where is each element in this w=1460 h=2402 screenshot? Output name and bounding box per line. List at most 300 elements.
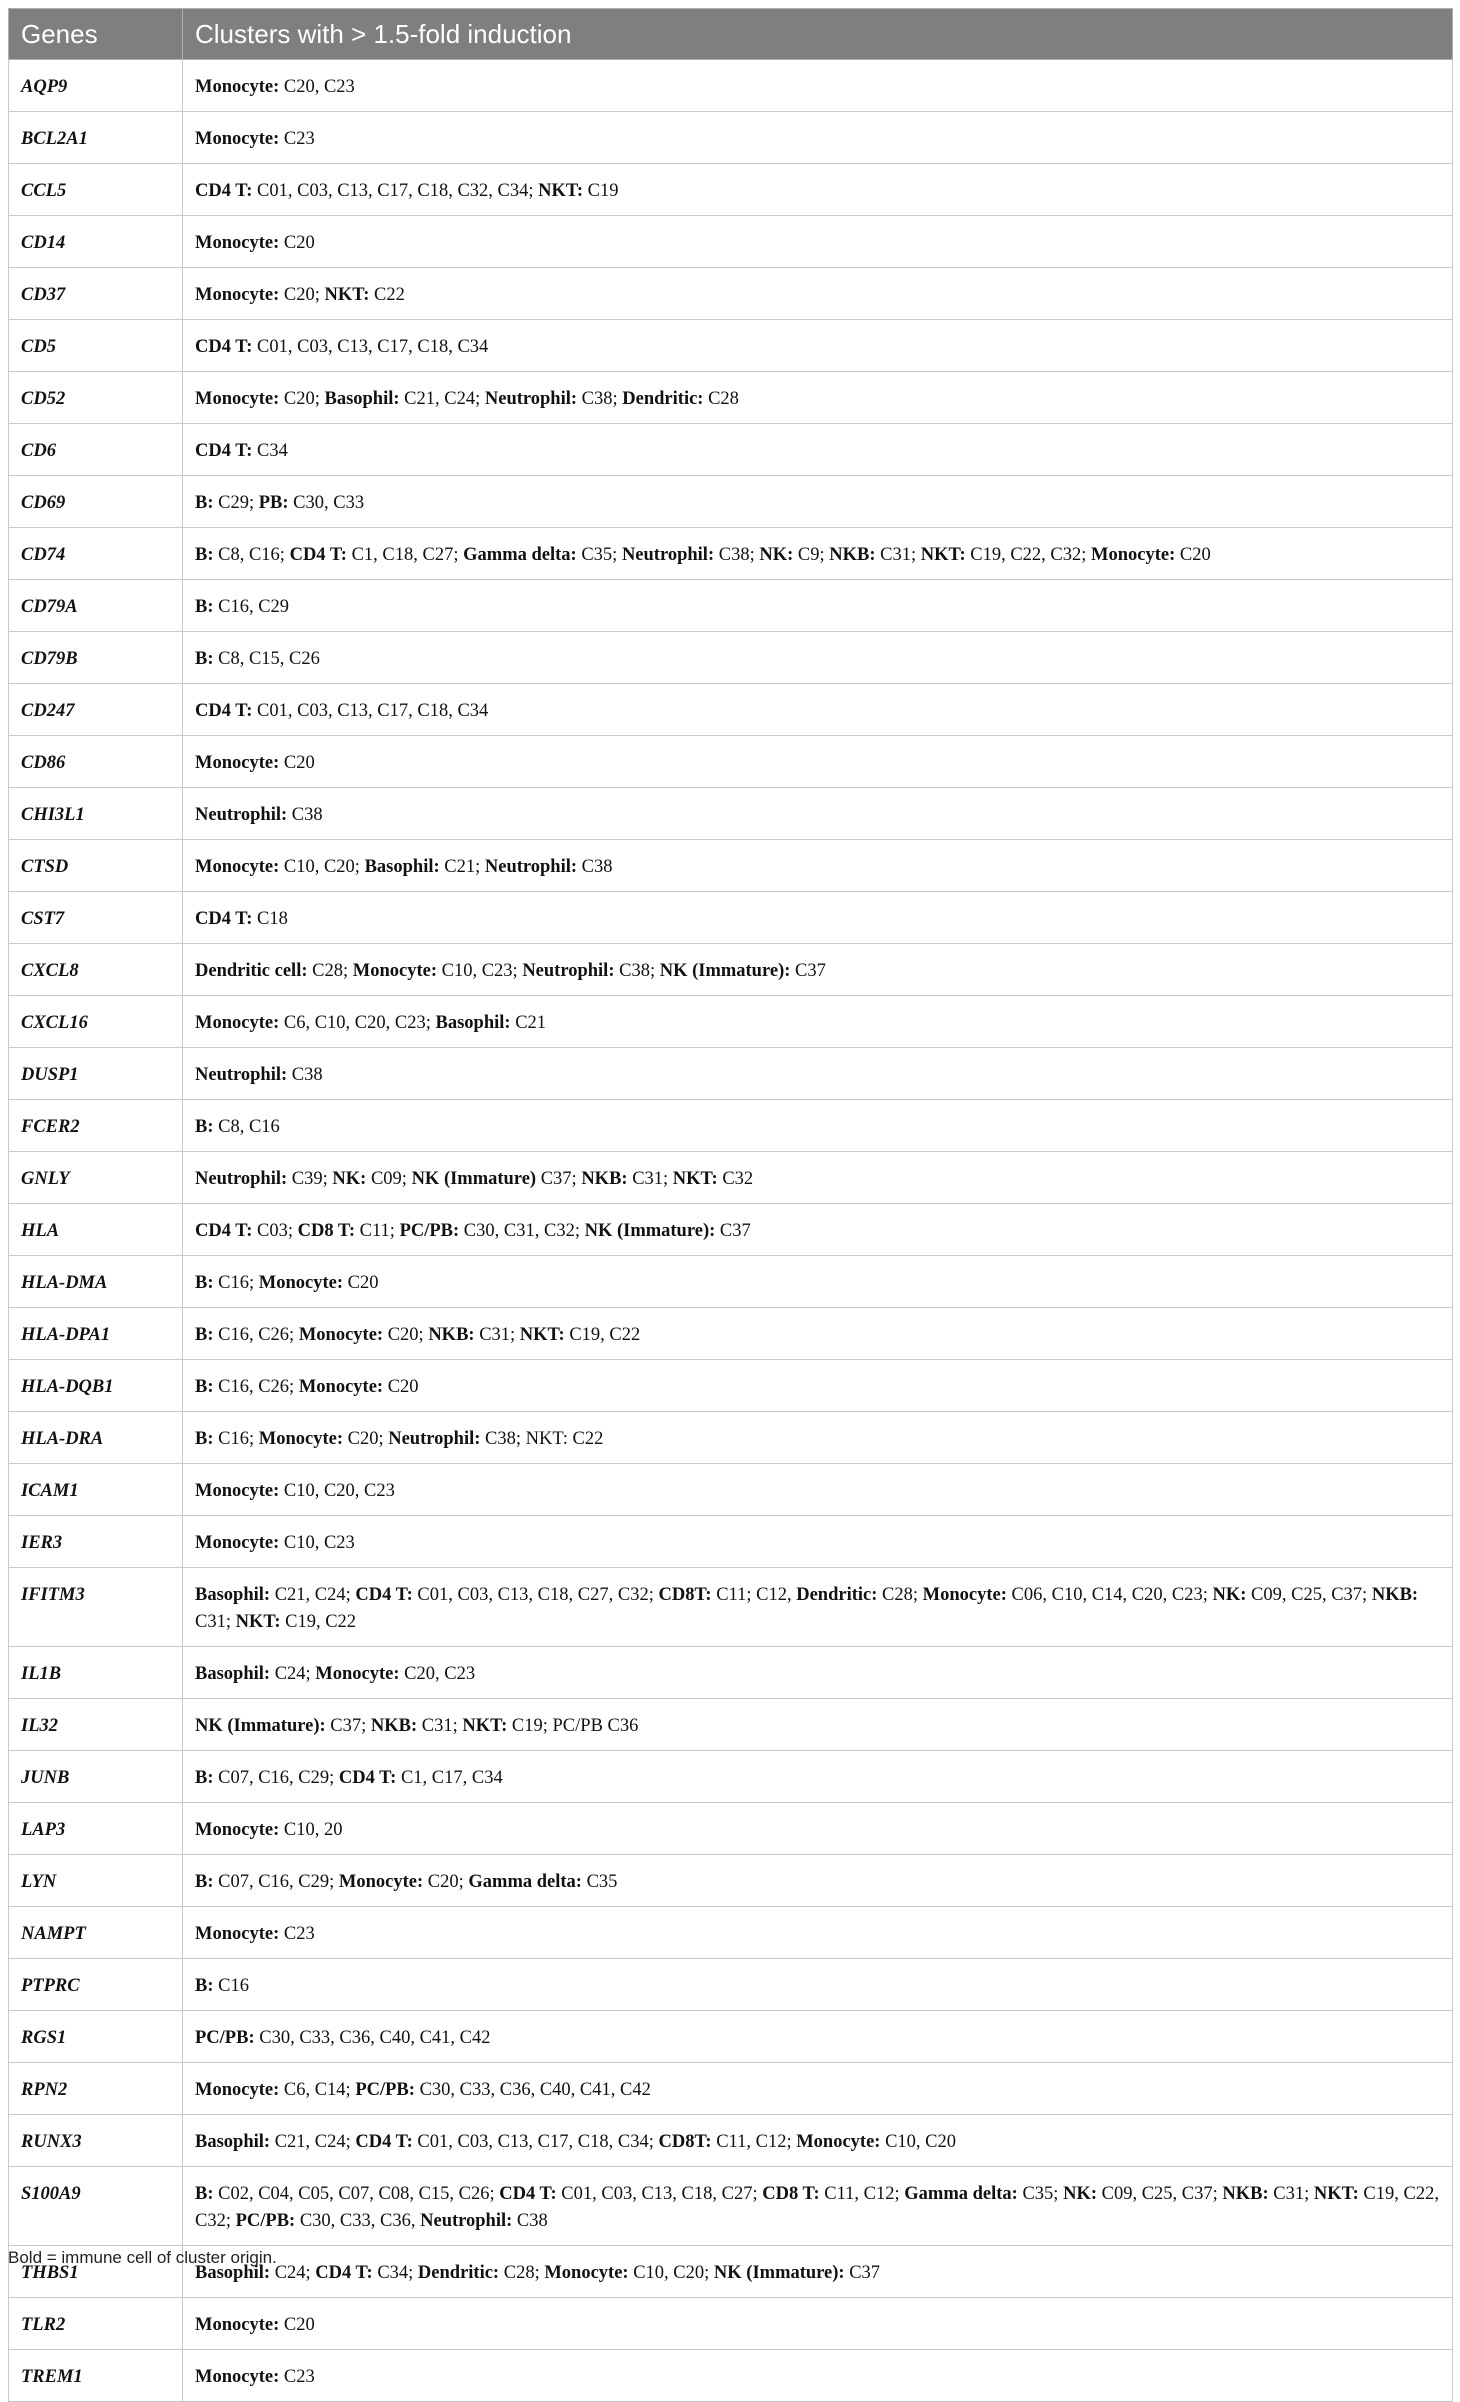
cluster-ids: C19, C22: [280, 1612, 357, 1632]
cluster-ids: C01, C03, C13, C17, C18, C34: [252, 337, 489, 357]
cluster-list: [183, 2167, 1453, 2246]
cell-type-label: Monocyte:: [195, 1013, 280, 1033]
cluster-ids: C07, C16, C29;: [213, 1872, 339, 1892]
cluster-list: [183, 112, 1453, 164]
cluster-ids: C38;: [714, 545, 760, 565]
cluster-ids: C30, C31, C32;: [459, 1221, 585, 1241]
gene-name: THBS1: [9, 2246, 183, 2298]
cluster-list: [183, 1152, 1453, 1204]
cluster-ids: C11; C12,: [711, 1585, 797, 1605]
cell-type-label: Monocyte:: [298, 1325, 384, 1345]
cluster-ids: C20;: [342, 1429, 389, 1449]
gene-name: IER3: [9, 1516, 183, 1568]
cluster-ids: C8, C15, C26: [213, 649, 320, 669]
cluster-ids: C31;: [1268, 2184, 1314, 2204]
table-row: [9, 788, 1453, 840]
gene-name: S100A9: [9, 2167, 183, 2246]
cluster-list: [183, 2063, 1453, 2115]
cluster-list: [183, 216, 1453, 268]
table-row: [9, 372, 1453, 424]
cluster-ids: C21, C24;: [399, 389, 485, 409]
gene-name: CTSD: [9, 840, 183, 892]
cell-type-label: B:: [195, 1976, 214, 1996]
table-row: [9, 840, 1453, 892]
cell-type-label: B:: [195, 597, 214, 617]
cell-type-label: B:: [195, 1117, 214, 1137]
cluster-ids: C01, C03, C13, C18, C27, C32;: [412, 1585, 659, 1605]
table-row: [9, 892, 1453, 944]
cluster-list: [183, 1204, 1453, 1256]
cell-type-label: CD4 T:: [195, 337, 253, 357]
cluster-ids: C1, C18, C27;: [346, 545, 464, 565]
table-row: [9, 632, 1453, 684]
gene-name: IFITM3: [9, 1568, 183, 1647]
table-row: [9, 1855, 1453, 1907]
cluster-list: [183, 1699, 1453, 1751]
cell-type-label: NKT:: [324, 285, 370, 305]
cell-type-label: Monocyte:: [195, 233, 280, 253]
gene-name: LYN: [9, 1855, 183, 1907]
cell-type-label: Dendritic:: [796, 1585, 878, 1605]
cell-type-label: Monocyte:: [195, 129, 280, 149]
cluster-list: [183, 2298, 1453, 2350]
cluster-ids: C06, C10, C14, C20, C23;: [1006, 1585, 1213, 1605]
cluster-list: [183, 892, 1453, 944]
cell-type-label: Basophil:: [195, 1664, 271, 1684]
cell-type-label: Monocyte:: [352, 961, 437, 981]
cluster-ids: C16: [213, 1976, 249, 1996]
gene-name: BCL2A1: [9, 112, 183, 164]
cluster-ids: C28;: [499, 2263, 545, 2283]
header-row: [9, 9, 1453, 60]
cell-type-label: NKB:: [581, 1169, 628, 1189]
cluster-ids: C38;: [577, 389, 623, 409]
cell-type-label: B:: [195, 2184, 214, 2204]
cell-type-label: Monocyte:: [258, 1273, 343, 1293]
header-clusters: Clusters with > 1.5-fold induction: [183, 9, 1453, 60]
cell-type-label: Monocyte:: [195, 2315, 280, 2335]
cluster-ids: C31;: [627, 1169, 673, 1189]
cluster-ids: C8, C16: [213, 1117, 280, 1137]
cluster-ids: C09;: [366, 1169, 412, 1189]
gene-name: CXCL16: [9, 996, 183, 1048]
cluster-ids: C38: [287, 1065, 323, 1085]
gene-name: CD79B: [9, 632, 183, 684]
table-row: [9, 2011, 1453, 2063]
gene-name: HLA-DPA1: [9, 1308, 183, 1360]
cell-type-label: Basophil:: [364, 857, 440, 877]
cluster-ids: C30, C33, C36,: [295, 2211, 421, 2231]
gene-name: CD37: [9, 268, 183, 320]
cell-type-label: Monocyte:: [195, 753, 280, 773]
cluster-list: [183, 1360, 1453, 1412]
cell-type-label: B:: [195, 1872, 214, 1892]
table-row: [9, 476, 1453, 528]
cell-type-label: Basophil:: [195, 1585, 271, 1605]
cluster-list: [183, 1959, 1453, 2011]
gene-name: HLA-DQB1: [9, 1360, 183, 1412]
gene-name: CD52: [9, 372, 183, 424]
gene-name: DUSP1: [9, 1048, 183, 1100]
cluster-ids: C38: [512, 2211, 548, 2231]
gene-name: TREM1: [9, 2350, 183, 2402]
table-row: [9, 216, 1453, 268]
cluster-ids: C01, C03, C13, C17, C18, C34: [252, 701, 489, 721]
cell-type-label: Monocyte:: [796, 2132, 881, 2152]
cell-type-label: NKT:: [672, 1169, 718, 1189]
gene-name: ICAM1: [9, 1464, 183, 1516]
table-row: [9, 1699, 1453, 1751]
cluster-ids: C29;: [213, 493, 259, 513]
cluster-ids: C01, C03, C13, C18, C27;: [556, 2184, 763, 2204]
cluster-ids: C16, C26;: [213, 1377, 299, 1397]
gene-name: CD14: [9, 216, 183, 268]
cluster-ids: C11;: [355, 1221, 400, 1241]
cell-type-label: NKT:: [462, 1716, 508, 1736]
cluster-ids: C35;: [1017, 2184, 1064, 2204]
cell-type-label: Monocyte:: [315, 1664, 400, 1684]
cell-type-label: CD4 T:: [338, 1768, 397, 1788]
cluster-ids: C20;: [279, 389, 325, 409]
cell-type-label: Neutrophil:: [388, 1429, 481, 1449]
table-row: [9, 1256, 1453, 1308]
cell-type-label: Dendritic:: [417, 2263, 500, 2283]
cell-type-label: NK (Immature):: [659, 961, 791, 981]
gene-name: CD86: [9, 736, 183, 788]
cluster-list: [183, 1907, 1453, 1959]
cluster-ids: C01, C03, C13, C17, C18, C32, C34;: [252, 181, 539, 201]
cluster-ids: C23: [279, 2367, 315, 2387]
cluster-ids: C03;: [252, 1221, 298, 1241]
table-row: [9, 1152, 1453, 1204]
gene-name: CD5: [9, 320, 183, 372]
cell-type-label: Neutrophil:: [484, 857, 578, 877]
cell-type-label: Monocyte:: [922, 1585, 1007, 1605]
cell-type-label: PC/PB:: [235, 2211, 296, 2231]
gene-name: AQP9: [9, 60, 183, 112]
cluster-ids: C01, C03, C13, C17, C18, C34;: [412, 2132, 659, 2152]
cell-type-label: NKT:: [235, 1612, 281, 1632]
cell-type-label: CD4 T:: [355, 2132, 413, 2152]
cluster-ids: C10, 20: [279, 1820, 343, 1840]
cluster-list: [183, 424, 1453, 476]
table-body: [9, 60, 1453, 2402]
cluster-ids: C1, C17, C34: [396, 1768, 503, 1788]
table-row: [9, 1959, 1453, 2011]
cluster-ids: C6, C14;: [279, 2080, 356, 2100]
cell-type-label: CD4 T:: [195, 701, 253, 721]
table-row: [9, 2298, 1453, 2350]
cluster-ids: C16, C29: [213, 597, 290, 617]
gene-name: CD247: [9, 684, 183, 736]
cell-type-label: NKT:: [538, 181, 584, 201]
table-row: [9, 1647, 1453, 1699]
gene-name: RPN2: [9, 2063, 183, 2115]
table-row: [9, 1360, 1453, 1412]
cell-type-label: CD4 T:: [499, 2184, 557, 2204]
cluster-ids: C10, C20;: [279, 857, 365, 877]
cluster-ids: C37: [790, 961, 826, 981]
cluster-ids: C21, C24;: [270, 2132, 356, 2152]
gene-table-container: [8, 8, 1452, 2402]
cell-type-label: B:: [195, 1429, 214, 1449]
cluster-ids: C19, C22, C32;: [965, 545, 1092, 565]
cluster-ids: C19, C22, C32;: [195, 2184, 1439, 2231]
cluster-ids: C20: [383, 1377, 419, 1397]
cluster-ids: C10, C20: [880, 2132, 957, 2152]
cell-type-label: CD4 T:: [355, 1585, 413, 1605]
cell-type-label: B:: [195, 493, 214, 513]
cell-type-label: Monocyte:: [195, 857, 280, 877]
cluster-ids: C8, C16;: [213, 545, 290, 565]
cluster-list: [183, 1308, 1453, 1360]
cluster-list: [183, 2011, 1453, 2063]
cell-type-label: Basophil:: [195, 2132, 271, 2152]
cell-type-label: Gamma delta:: [904, 2184, 1018, 2204]
cluster-list: [183, 1100, 1453, 1152]
table-row: [9, 112, 1453, 164]
cluster-ids: C09, C25, C37;: [1246, 1585, 1372, 1605]
cluster-ids: C10, C23;: [436, 961, 523, 981]
table-row: [9, 1464, 1453, 1516]
cluster-list: [183, 1568, 1453, 1647]
cluster-ids: C28;: [307, 961, 353, 981]
cell-type-label: Monocyte:: [298, 1377, 384, 1397]
cluster-ids: C16;: [213, 1273, 259, 1293]
cell-type-label: Basophil:: [324, 389, 400, 409]
table-row: [9, 996, 1453, 1048]
cluster-ids: C20: [1175, 545, 1211, 565]
cell-type-label: Neutrophil:: [484, 389, 578, 409]
cluster-list: [183, 1751, 1453, 1803]
cluster-ids: C21: [510, 1013, 547, 1033]
cluster-list: [183, 1048, 1453, 1100]
cluster-ids: C19: [583, 181, 619, 201]
table-row: [9, 1048, 1453, 1100]
cluster-ids: C23: [279, 129, 315, 149]
cluster-list: [183, 164, 1453, 216]
cell-type-label: Monocyte:: [195, 2367, 280, 2387]
cluster-ids: C19, C22: [564, 1325, 641, 1345]
table-row: [9, 1568, 1453, 1647]
table-row: [9, 1100, 1453, 1152]
cell-type-label: NKB:: [1222, 2184, 1269, 2204]
cluster-ids: C39;: [287, 1169, 333, 1189]
cell-type-label: B:: [195, 1325, 214, 1345]
table-row: [9, 320, 1453, 372]
cluster-ids: C24;: [270, 1664, 316, 1684]
cluster-ids: C21, C24;: [270, 1585, 356, 1605]
cluster-ids: C20;: [423, 1872, 469, 1892]
cell-type-label: Monocyte:: [544, 2263, 629, 2283]
table-row: [9, 2167, 1453, 2246]
cell-type-label: B:: [195, 649, 214, 669]
cluster-ids: C23: [279, 1924, 315, 1944]
cell-type-label: NK (Immature):: [195, 1716, 326, 1736]
cluster-ids: C09, C25, C37;: [1097, 2184, 1223, 2204]
cell-type-label: CD8T:: [658, 2132, 712, 2152]
cell-type-label: NK (Immature): [411, 1169, 537, 1189]
cell-type-label: PC/PB:: [399, 1221, 460, 1241]
cell-type-label: Gamma delta:: [463, 545, 577, 565]
cluster-ids: C34: [252, 441, 288, 461]
cell-type-label: NK (Immature):: [584, 1221, 716, 1241]
gene-name: JUNB: [9, 1751, 183, 1803]
cell-type-label: Monocyte:: [1091, 545, 1176, 565]
cluster-ids: C10, C20;: [628, 2263, 714, 2283]
table-row: [9, 1803, 1453, 1855]
cluster-list: [183, 476, 1453, 528]
cluster-ids: C22: [369, 285, 405, 305]
cluster-list: [183, 2350, 1453, 2402]
cell-type-label: B:: [195, 1768, 214, 1788]
cluster-ids: C37: [844, 2263, 881, 2283]
cluster-list: [183, 684, 1453, 736]
gene-name: HLA: [9, 1204, 183, 1256]
cell-type-label: Monocyte:: [195, 77, 280, 97]
gene-name: CD6: [9, 424, 183, 476]
cluster-list: [183, 1256, 1453, 1308]
cluster-ids: C24;: [270, 2263, 316, 2283]
cluster-ids: C37;: [325, 1716, 371, 1736]
cell-type-label: NKT:: [519, 1325, 565, 1345]
cell-type-label: B:: [195, 1377, 214, 1397]
gene-cluster-table: [8, 8, 1453, 2402]
table-row: [9, 736, 1453, 788]
gene-name: CD74: [9, 528, 183, 580]
cell-type-label: NKT:: [920, 545, 966, 565]
cluster-ids: C20, C23: [279, 77, 355, 97]
gene-name: RUNX3: [9, 2115, 183, 2167]
table-row: [9, 684, 1453, 736]
gene-name: NAMPT: [9, 1907, 183, 1959]
cluster-list: [183, 944, 1453, 996]
cluster-ids: C07, C16, C29;: [213, 1768, 339, 1788]
gene-name: GNLY: [9, 1152, 183, 1204]
table-row: [9, 2115, 1453, 2167]
cell-type-label: NK:: [1212, 1585, 1247, 1605]
table-row: [9, 580, 1453, 632]
gene-name: HLA-DMA: [9, 1256, 183, 1308]
cluster-ids: C20, C23: [399, 1664, 476, 1684]
cell-type-label: Gamma delta:: [468, 1872, 582, 1892]
cluster-ids: C37: [715, 1221, 751, 1241]
gene-name: CD79A: [9, 580, 183, 632]
cell-type-label: Monocyte:: [195, 389, 280, 409]
cluster-ids: C28;: [877, 1585, 923, 1605]
header-genes: Genes: [9, 9, 183, 60]
cell-type-label: NK:: [1063, 2184, 1097, 2204]
cell-type-label: CD8 T:: [762, 2184, 820, 2204]
cluster-ids: C11, C12;: [819, 2184, 905, 2204]
cell-type-label: Monocyte:: [195, 1820, 280, 1840]
cell-type-label: PB:: [258, 493, 289, 513]
cell-type-label: PC/PB:: [355, 2080, 415, 2100]
cluster-ids: C16;: [213, 1429, 259, 1449]
cell-type-label: Basophil:: [195, 2263, 271, 2283]
cluster-list: [183, 2115, 1453, 2167]
cell-type-label: NK (Immature):: [713, 2263, 845, 2283]
cell-type-label: CD8 T:: [297, 1221, 356, 1241]
cell-type-label: CD4 T:: [195, 1221, 253, 1241]
cell-type-label: NK:: [759, 545, 794, 565]
cell-type-label: NKB:: [370, 1716, 418, 1736]
cluster-ids: C20: [279, 753, 315, 773]
cell-type-label: Monocyte:: [195, 2080, 280, 2100]
table-row: [9, 1516, 1453, 1568]
table-row: [9, 944, 1453, 996]
cluster-ids: C20: [279, 233, 315, 253]
table-row: [9, 1751, 1453, 1803]
cluster-list: [183, 736, 1453, 788]
cluster-ids: C02, C04, C05, C07, C08, C15, C26;: [213, 2184, 500, 2204]
cluster-ids: C30, C33, C36, C40, C41, C42: [414, 2080, 651, 2100]
cluster-ids: C20;: [383, 1325, 429, 1345]
gene-name: PTPRC: [9, 1959, 183, 2011]
cell-type-label: Basophil:: [435, 1013, 511, 1033]
cluster-ids: C34;: [372, 2263, 418, 2283]
cluster-ids: C35;: [576, 545, 622, 565]
gene-name: CHI3L1: [9, 788, 183, 840]
cluster-ids: C20: [279, 2315, 315, 2335]
cluster-ids: C35: [581, 1872, 618, 1892]
table-row: [9, 164, 1453, 216]
cell-type-label: Monocyte:: [258, 1429, 343, 1449]
cell-type-label: NKB:: [428, 1325, 475, 1345]
cluster-list: [183, 2246, 1453, 2298]
cluster-ids: C30, C33, C36, C40, C41, C42: [254, 2028, 491, 2048]
cluster-list: [183, 320, 1453, 372]
cell-type-label: NKB:: [1371, 1585, 1419, 1605]
table-row: [9, 60, 1453, 112]
cluster-ids: C38; NKT: C22: [480, 1429, 604, 1449]
cluster-ids: C31;: [474, 1325, 520, 1345]
cell-type-label: Monocyte:: [195, 1481, 280, 1501]
gene-name: IL32: [9, 1699, 183, 1751]
gene-name: LAP3: [9, 1803, 183, 1855]
cell-type-label: Monocyte:: [338, 1872, 424, 1892]
cluster-list: [183, 1855, 1453, 1907]
gene-name: RGS1: [9, 2011, 183, 2063]
cluster-ids: C21;: [439, 857, 485, 877]
cluster-ids: C30, C33: [288, 493, 365, 513]
cell-type-label: Dendritic cell:: [195, 961, 308, 981]
cluster-list: [183, 1647, 1453, 1699]
cluster-ids: C38: [577, 857, 613, 877]
cluster-list: [183, 840, 1453, 892]
cell-type-label: PC/PB:: [195, 2028, 255, 2048]
cluster-ids: C16, C26;: [213, 1325, 299, 1345]
cluster-ids: C38: [287, 805, 323, 825]
cluster-ids: C32: [717, 1169, 754, 1189]
cluster-list: [183, 632, 1453, 684]
gene-name: HLA-DRA: [9, 1412, 183, 1464]
table-footnote: Bold = immune cell of cluster origin.: [8, 2248, 277, 2267]
cluster-ids: C37;: [536, 1169, 582, 1189]
gene-name: CXCL8: [9, 944, 183, 996]
cell-type-label: NK:: [332, 1169, 367, 1189]
table-row: [9, 1204, 1453, 1256]
gene-name: FCER2: [9, 1100, 183, 1152]
cluster-ids: C18: [252, 909, 288, 929]
cell-type-label: NKB:: [829, 545, 876, 565]
cluster-list: [183, 1464, 1453, 1516]
cell-type-label: Monocyte:: [195, 1924, 280, 1944]
cell-type-label: Neutrophil:: [195, 1065, 288, 1085]
cluster-list: [183, 268, 1453, 320]
cell-type-label: B:: [195, 545, 214, 565]
cluster-list: [183, 60, 1453, 112]
